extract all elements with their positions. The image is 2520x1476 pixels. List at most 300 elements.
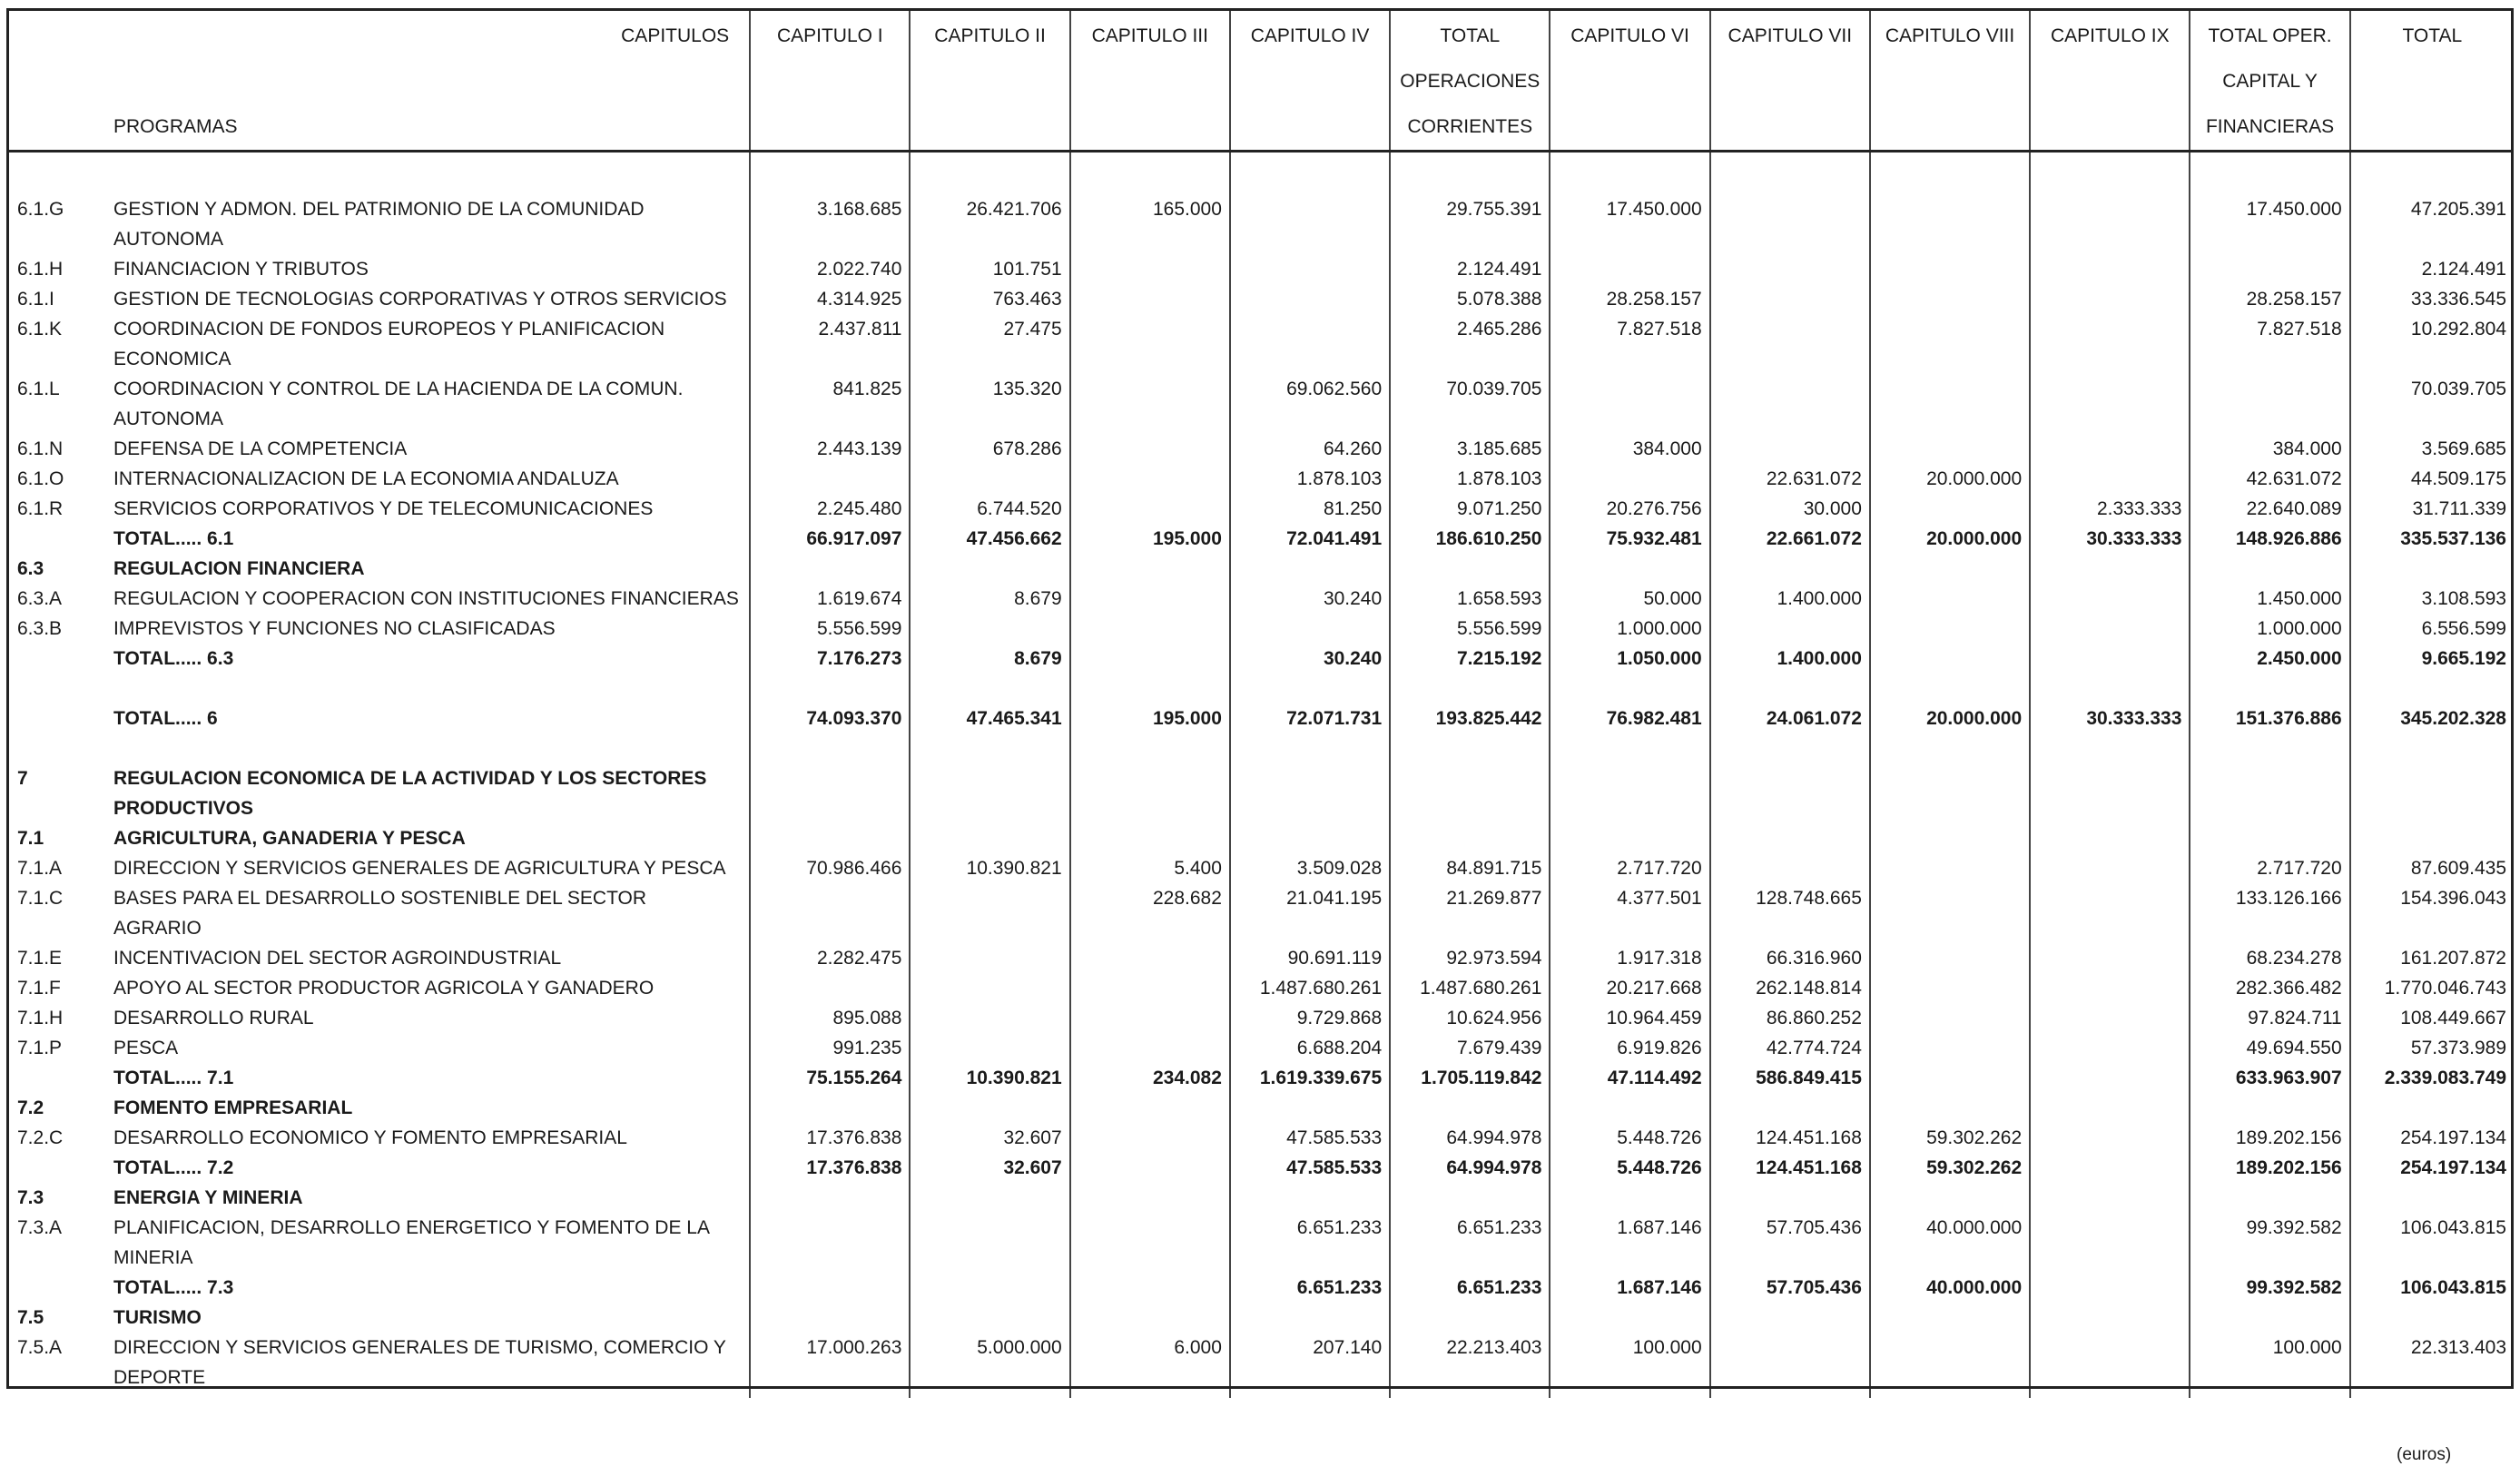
amount-cell [910, 464, 1069, 494]
amount-cell [2030, 434, 2190, 464]
amount-cell: 148.926.886 [2190, 524, 2349, 554]
amount-cell: 17.376.838 [750, 1123, 910, 1153]
amount-cell [2190, 1093, 2349, 1123]
end-row [6, 1392, 2514, 1398]
amount-cell [1070, 1183, 1230, 1213]
amount-cell [2030, 1003, 2190, 1033]
programa-wrap [6, 314, 749, 344]
programa-cell [6, 913, 750, 943]
programa-wrap [6, 1363, 749, 1392]
amount-cell [2030, 1273, 2190, 1303]
amount-cell: 154.396.043 [2350, 883, 2514, 913]
programa-wrap [6, 284, 749, 314]
programa-cell [6, 614, 750, 644]
spacer-cell [6, 733, 750, 763]
table-row [6, 1363, 2514, 1392]
amount-cell [2350, 763, 2514, 793]
amount-cell: 86.860.252 [1710, 1003, 1870, 1033]
amount-cell [1070, 374, 1230, 404]
amount-cell [1070, 314, 1230, 344]
amount-cell: 633.963.907 [2190, 1063, 2349, 1093]
amount-cell: 92.973.594 [1390, 943, 1550, 973]
amount-cell [1870, 374, 2030, 404]
amount-cell [1710, 344, 1870, 374]
programa-description: AUTONOMA [113, 229, 223, 250]
amount-cell [750, 464, 910, 494]
amount-cell [2030, 763, 2190, 793]
programa-code: 7.1.E [17, 948, 63, 969]
amount-cell [910, 1003, 1069, 1033]
header-column-line: CAPITULO VI [1570, 25, 1689, 46]
amount-cell [1070, 1213, 1230, 1243]
programa-description: TURISMO [113, 1307, 202, 1328]
programa-code: 7.5 [17, 1307, 44, 1328]
amount-cell: 384.000 [2190, 434, 2349, 464]
amount-cell [750, 1243, 910, 1273]
amount-cell: 17.450.000 [2190, 194, 2349, 224]
programa-description: PRODUCTIVOS [113, 798, 254, 819]
amount-cell [1710, 853, 1870, 883]
spacer-cell [2190, 674, 2349, 704]
amount-cell [1070, 763, 1230, 793]
gap-cell [1070, 152, 1230, 195]
amount-cell: 2.443.139 [750, 434, 910, 464]
amount-cell: 40.000.000 [1870, 1213, 2030, 1243]
amount-cell: 7.679.439 [1390, 1033, 1550, 1063]
amount-cell: 29.755.391 [1390, 194, 1550, 224]
programa-description: DESARROLLO RURAL [113, 1008, 314, 1028]
amount-cell: 124.451.168 [1710, 1153, 1870, 1183]
gap-cell [1710, 152, 1870, 195]
amount-cell: 70.039.705 [1390, 374, 1550, 404]
amount-cell: 22.661.072 [1710, 524, 1870, 554]
programa-wrap [6, 1093, 749, 1123]
programa-code: 6.1.O [17, 468, 64, 489]
gap-cell [2350, 152, 2514, 195]
programa-wrap [6, 524, 749, 554]
amount-cell [1550, 554, 1709, 584]
amount-cell [1870, 314, 2030, 344]
amount-cell: 3.569.685 [2350, 434, 2514, 464]
amount-cell [1870, 973, 2030, 1003]
amount-cell [2030, 404, 2190, 434]
header-column-line: CAPITULO II [934, 25, 1046, 46]
programa-wrap [6, 1063, 749, 1093]
amount-cell [1550, 224, 1709, 254]
amount-cell: 586.849.415 [1710, 1063, 1870, 1093]
amount-cell [1230, 1183, 1390, 1213]
programa-wrap [6, 1033, 749, 1063]
amount-cell: 1.000.000 [2190, 614, 2349, 644]
amount-cell [1070, 1363, 1230, 1392]
amount-cell: 20.000.000 [1870, 704, 2030, 733]
amount-cell: 165.000 [1070, 194, 1230, 224]
amount-cell [1870, 584, 2030, 614]
programa-cell [6, 644, 750, 674]
amount-cell [2030, 1033, 2190, 1063]
amount-cell [1870, 1033, 2030, 1063]
programa-cell [6, 1003, 750, 1033]
amount-cell [2190, 344, 2349, 374]
end-cell [1070, 1392, 1230, 1398]
header-capitulos-label: CAPITULOS [621, 25, 730, 46]
header-column-line: CAPITULO VII [1728, 25, 1853, 46]
spacer-cell [1710, 674, 1870, 704]
programa-wrap [6, 793, 749, 823]
amount-cell [1390, 344, 1550, 374]
programa-wrap [6, 1303, 749, 1333]
header-column-5 [1390, 8, 1550, 152]
header-column-9 [2030, 8, 2190, 152]
amount-cell: 100.000 [2190, 1333, 2349, 1363]
amount-cell: 2.333.333 [2030, 494, 2190, 524]
amount-cell: 5.000.000 [910, 1333, 1069, 1363]
amount-cell: 345.202.328 [2350, 704, 2514, 733]
amount-cell: 99.392.582 [2190, 1213, 2349, 1243]
amount-cell: 2.465.286 [1390, 314, 1550, 344]
amount-cell: 5.448.726 [1550, 1123, 1709, 1153]
amount-cell: 5.448.726 [1550, 1153, 1709, 1183]
amount-cell [2030, 1243, 2190, 1273]
amount-cell: 1.687.146 [1550, 1213, 1709, 1243]
amount-cell: 1.878.103 [1230, 464, 1390, 494]
amount-cell: 1.687.146 [1550, 1273, 1709, 1303]
amount-cell [1070, 1153, 1230, 1183]
total-label: TOTAL..... 6 [113, 708, 218, 729]
amount-cell: 90.691.119 [1230, 943, 1390, 973]
amount-cell [910, 1093, 1069, 1123]
amount-cell [910, 973, 1069, 1003]
amount-cell: 678.286 [910, 434, 1069, 464]
amount-cell [1230, 194, 1390, 224]
spacer-row [6, 674, 2514, 704]
programa-cell [6, 1153, 750, 1183]
amount-cell: 44.509.175 [2350, 464, 2514, 494]
programa-code [6, 913, 113, 943]
amount-cell [1870, 1363, 2030, 1392]
programa-cell [6, 554, 750, 584]
amount-cell: 26.421.706 [910, 194, 1069, 224]
amount-cell [2030, 943, 2190, 973]
amount-cell [1070, 404, 1230, 434]
spacer-cell [750, 733, 910, 763]
amount-cell: 10.964.459 [1550, 1003, 1709, 1033]
amount-cell [1710, 793, 1870, 823]
amount-cell [910, 1243, 1069, 1273]
amount-cell: 228.682 [1070, 883, 1230, 913]
amount-cell: 87.609.435 [2350, 853, 2514, 883]
amount-cell: 7.215.192 [1390, 644, 1550, 674]
end-cell [750, 1392, 910, 1398]
gap-cell [2030, 152, 2190, 195]
amount-cell: 68.234.278 [2190, 943, 2349, 973]
amount-cell [2350, 793, 2514, 823]
programa-wrap [6, 823, 749, 853]
amount-cell [2190, 554, 2349, 584]
amount-cell [2030, 1333, 2190, 1363]
table-row [6, 1333, 2514, 1363]
amount-cell: 4.314.925 [750, 284, 910, 314]
amount-cell: 47.114.492 [1550, 1063, 1709, 1093]
programa-wrap [6, 1123, 749, 1153]
header-programas-cell [6, 8, 750, 152]
amount-cell [910, 404, 1069, 434]
amount-cell: 40.000.000 [1870, 1273, 2030, 1303]
amount-cell: 2.022.740 [750, 254, 910, 284]
amount-cell: 193.825.442 [1390, 704, 1550, 733]
table-row [6, 344, 2514, 374]
amount-cell: 189.202.156 [2190, 1123, 2349, 1153]
spacer-cell [1550, 733, 1709, 763]
budget-table [6, 8, 2514, 1398]
header-column-11 [2350, 8, 2514, 152]
amount-cell [1230, 763, 1390, 793]
amount-cell: 64.994.978 [1390, 1123, 1550, 1153]
amount-cell [2030, 224, 2190, 254]
amount-cell [2030, 374, 2190, 404]
programa-cell [6, 823, 750, 853]
amount-cell: 27.475 [910, 314, 1069, 344]
programa-cell [6, 194, 750, 224]
programa-code: 7.3 [17, 1187, 44, 1208]
spacer-cell [1710, 733, 1870, 763]
amount-cell [1070, 494, 1230, 524]
amount-cell [2030, 554, 2190, 584]
amount-cell: 100.000 [1550, 1333, 1709, 1363]
amount-cell [750, 1093, 910, 1123]
amount-cell [2190, 1243, 2349, 1273]
amount-cell: 69.062.560 [1230, 374, 1390, 404]
amount-cell: 76.982.481 [1550, 704, 1709, 733]
amount-cell [1070, 1243, 1230, 1273]
spacer-cell [1390, 733, 1550, 763]
programa-code: 6.1.H [17, 259, 64, 280]
amount-cell [2190, 1183, 2349, 1213]
programa-wrap [6, 254, 749, 284]
programa-cell [6, 793, 750, 823]
header-column-line: TOTAL [2402, 25, 2463, 46]
programa-cell [6, 584, 750, 614]
table-row [6, 314, 2514, 344]
gap-cell [1390, 152, 1550, 195]
amount-cell: 64.260 [1230, 434, 1390, 464]
amount-cell: 195.000 [1070, 524, 1230, 554]
programa-wrap [6, 554, 749, 584]
programa-code: 6.3 [17, 558, 44, 579]
end-cell [6, 1392, 750, 1398]
amount-cell [2030, 284, 2190, 314]
amount-cell [1870, 1093, 2030, 1123]
spacer-cell [2190, 733, 2349, 763]
amount-cell [2030, 1063, 2190, 1093]
programa-cell [6, 524, 750, 554]
amount-cell: 161.207.872 [2350, 943, 2514, 973]
programa-description: INTERNACIONALIZACION DE LA ECONOMIA ANDALUZA [113, 468, 619, 489]
amount-cell: 2.717.720 [1550, 853, 1709, 883]
programa-description: REGULACION Y COOPERACION CON INSTITUCIONES FINANCIERAS [113, 588, 739, 609]
amount-cell [2350, 1183, 2514, 1213]
amount-cell [750, 344, 910, 374]
amount-cell [1710, 194, 1870, 224]
amount-cell: 20.000.000 [1870, 464, 2030, 494]
programa-wrap [6, 1153, 749, 1183]
amount-cell: 42.774.724 [1710, 1033, 1870, 1063]
amount-cell [1390, 913, 1550, 943]
amount-cell [1390, 793, 1550, 823]
programa-code: 6.1.K [17, 319, 63, 339]
amount-cell [1070, 943, 1230, 973]
programa-wrap [6, 344, 749, 374]
amount-cell: 106.043.815 [2350, 1273, 2514, 1303]
amount-cell: 31.711.339 [2350, 494, 2514, 524]
amount-cell [750, 1363, 910, 1392]
programa-description: REGULACION FINANCIERA [113, 558, 365, 579]
total-label: TOTAL..... 6.1 [113, 528, 234, 549]
amount-cell [2350, 1093, 2514, 1123]
programa-description: COORDINACION DE FONDOS EUROPEOS Y PLANIFICACION [113, 319, 665, 339]
amount-cell [1550, 1243, 1709, 1273]
gap-row [6, 152, 2514, 195]
amount-cell [1550, 1303, 1709, 1333]
amount-cell: 1.487.680.261 [1390, 973, 1550, 1003]
amount-cell: 4.377.501 [1550, 883, 1709, 913]
amount-cell: 2.245.480 [750, 494, 910, 524]
amount-cell: 151.376.886 [2190, 704, 2349, 733]
amount-cell [750, 913, 910, 943]
amount-cell [1710, 554, 1870, 584]
amount-cell: 49.694.550 [2190, 1033, 2349, 1063]
programa-cell [6, 704, 750, 733]
amount-cell [750, 823, 910, 853]
header-column-line: FINANCIERAS [2205, 116, 2335, 137]
spacer-cell [2350, 674, 2514, 704]
amount-cell [2190, 254, 2349, 284]
gap-cell [1230, 152, 1390, 195]
amount-cell: 3.108.593 [2350, 584, 2514, 614]
amount-cell: 1.917.318 [1550, 943, 1709, 973]
total-row [6, 524, 2514, 554]
programa-cell [6, 284, 750, 314]
amount-cell [1070, 1123, 1230, 1153]
programa-wrap [6, 584, 749, 614]
gap-cell [6, 152, 750, 195]
amount-cell [1070, 1093, 1230, 1123]
amount-cell [2030, 1123, 2190, 1153]
programa-description: ENERGIA Y MINERIA [113, 1187, 303, 1208]
amount-cell [1550, 254, 1709, 284]
programa-description: INCENTIVACION DEL SECTOR AGROINDUSTRIAL [113, 948, 562, 969]
amount-cell: 9.071.250 [1390, 494, 1550, 524]
amount-cell [1870, 943, 2030, 973]
table-row [6, 374, 2514, 404]
units-note: (euros) [2397, 1445, 2452, 1464]
programa-code: 6.3.A [17, 588, 63, 609]
amount-cell: 6.744.520 [910, 494, 1069, 524]
header-column-line: OPERACIONES [1400, 71, 1541, 92]
programa-cell [6, 1033, 750, 1063]
amount-cell: 81.250 [1230, 494, 1390, 524]
end-cell [1550, 1392, 1709, 1398]
amount-cell [1550, 793, 1709, 823]
total-label: TOTAL..... 7.2 [113, 1157, 234, 1178]
programa-description: AGRARIO [113, 918, 202, 939]
amount-cell [1870, 284, 2030, 314]
spacer-cell [750, 674, 910, 704]
amount-cell: 1.450.000 [2190, 584, 2349, 614]
amount-cell: 6.556.599 [2350, 614, 2514, 644]
amount-cell: 28.258.157 [2190, 284, 2349, 314]
amount-cell [2030, 584, 2190, 614]
total-row [6, 1063, 2514, 1093]
programa-description: DIRECCION Y SERVICIOS GENERALES DE TURISMO, COMERCIO Y [113, 1337, 726, 1358]
amount-cell: 30.000 [1710, 494, 1870, 524]
amount-cell: 2.437.811 [750, 314, 910, 344]
amount-cell [1070, 1273, 1230, 1303]
amount-cell: 254.197.134 [2350, 1123, 2514, 1153]
amount-cell [1710, 1303, 1870, 1333]
spacer-cell [2350, 733, 2514, 763]
end-cell [1390, 1392, 1550, 1398]
gap-cell [1870, 152, 2030, 195]
end-cell [1870, 1392, 2030, 1398]
programa-cell [6, 494, 750, 524]
amount-cell [1870, 1333, 2030, 1363]
programa-description: DEFENSA DE LA COMPETENCIA [113, 438, 408, 459]
amount-cell: 28.258.157 [1550, 284, 1709, 314]
header-column-line: CAPITULO IV [1250, 25, 1370, 46]
amount-cell: 6.651.233 [1230, 1273, 1390, 1303]
amount-cell: 10.292.804 [2350, 314, 2514, 344]
programa-wrap [6, 464, 749, 494]
header-column-line: TOTAL [1440, 25, 1501, 46]
amount-cell [1070, 1303, 1230, 1333]
amount-cell [910, 1213, 1069, 1243]
spacer-cell [1390, 674, 1550, 704]
programa-description: GESTION Y ADMON. DEL PATRIMONIO DE LA COMUNIDAD [113, 199, 645, 220]
programa-code: 6.1.I [17, 289, 54, 310]
spacer-cell [1550, 674, 1709, 704]
programa-description: PLANIFICACION, DESARROLLO ENERGETICO Y FOMENTO DE LA [113, 1217, 710, 1238]
amount-cell: 1.878.103 [1390, 464, 1550, 494]
amount-cell [2350, 1303, 2514, 1333]
amount-cell: 6.688.204 [1230, 1033, 1390, 1063]
amount-cell [1390, 1303, 1550, 1333]
header-column-6 [1550, 8, 1709, 152]
amount-cell [1710, 224, 1870, 254]
amount-cell [1870, 823, 2030, 853]
amount-cell [1870, 1183, 2030, 1213]
amount-cell: 20.276.756 [1550, 494, 1709, 524]
programa-wrap [6, 224, 749, 254]
amount-cell: 2.717.720 [2190, 853, 2349, 883]
end-cell [1230, 1392, 1390, 1398]
amount-cell [750, 1303, 910, 1333]
amount-cell [1710, 374, 1870, 404]
amount-cell [2350, 1363, 2514, 1392]
programa-cell [6, 973, 750, 1003]
amount-cell: 70.986.466 [750, 853, 910, 883]
amount-cell: 254.197.134 [2350, 1153, 2514, 1183]
amount-cell [1390, 224, 1550, 254]
programa-code: 6.1.L [17, 379, 60, 399]
amount-cell: 70.039.705 [2350, 374, 2514, 404]
amount-cell [2030, 973, 2190, 1003]
amount-cell: 75.932.481 [1550, 524, 1709, 554]
amount-cell [2190, 823, 2349, 853]
amount-cell: 84.891.715 [1390, 853, 1550, 883]
amount-cell: 17.000.263 [750, 1333, 910, 1363]
amount-cell [2190, 793, 2349, 823]
